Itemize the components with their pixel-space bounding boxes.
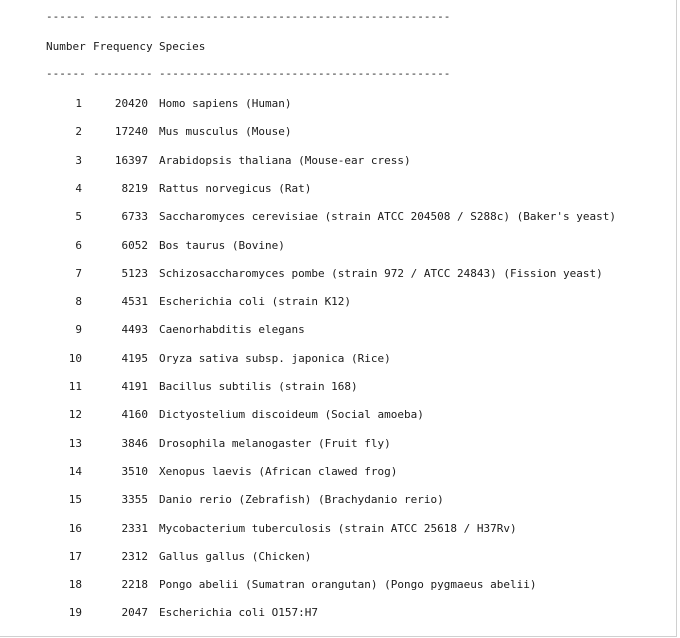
cell-number: 4 — [75, 182, 82, 195]
separator-number: ------ — [46, 67, 86, 80]
cell-number: 11 — [68, 380, 82, 393]
cell-number: 2 — [75, 125, 82, 138]
cell-species: Rattus norvegicus (Rat) — [159, 182, 312, 195]
cell-species: Mycobacterium tuberculosis (strain ATCC 25618 / H37Rv) — [159, 522, 517, 535]
cell-species: Bos taurus (Bovine) — [159, 239, 285, 252]
cell-frequency: 3510 — [121, 465, 148, 478]
cell-species: Schizosaccharomyces pombe (strain 972 / ATCC 24843) (Fission yeast) — [159, 267, 603, 280]
separator-number: ------ — [46, 10, 86, 23]
separator-species: -------------------------------------------- — [159, 10, 451, 23]
cell-species: Bacillus subtilis (strain 168) — [159, 380, 358, 393]
cell-frequency: 4531 — [121, 295, 148, 308]
cell-frequency: 2331 — [121, 522, 148, 535]
cell-frequency: 3355 — [121, 493, 148, 506]
cell-species: Arabidopsis thaliana (Mouse-ear cress) — [159, 154, 411, 167]
table-header — [0, 39, 206, 55]
cell-species: Homo sapiens (Human) — [159, 97, 292, 110]
cell-species: Gallus gallus (Chicken) — [159, 550, 312, 563]
cell-species: Caenorhabditis elegans — [159, 323, 305, 336]
cell-frequency: 16397 — [114, 154, 148, 167]
cell-number: 6 — [75, 239, 82, 252]
cell-species: Drosophila melanogaster (Fruit fly) — [159, 437, 391, 450]
cell-number: 15 — [68, 493, 82, 506]
cell-frequency: 2218 — [121, 578, 148, 591]
cell-number: 8 — [75, 295, 82, 308]
cell-frequency: 20420 — [114, 97, 148, 110]
cell-species: Escherichia coli (strain K12) — [159, 295, 352, 308]
cell-number: 5 — [75, 210, 82, 223]
cell-frequency: 8219 — [121, 182, 148, 195]
cell-frequency: 4493 — [121, 323, 148, 336]
cell-frequency: 4191 — [121, 380, 148, 393]
cell-number: 10 — [68, 352, 82, 365]
cell-species: Pongo abelii (Sumatran orangutan) (Pongo pygmaeus abelii) — [159, 578, 537, 591]
cell-species: Saccharomyces cerevisiae (strain ATCC 204508 / S288c) (Baker's yeast) — [159, 210, 616, 223]
separator-bottom — [0, 66, 451, 82]
separator-species: -------------------------------------------- — [159, 67, 451, 80]
cell-frequency: 17240 — [114, 125, 148, 138]
cell-number: 19 — [68, 606, 82, 619]
cell-frequency: 2312 — [121, 550, 148, 563]
cell-number: 12 — [68, 408, 82, 421]
cell-number: 17 — [68, 550, 82, 563]
cell-number: 13 — [68, 437, 82, 450]
cell-frequency: 5123 — [121, 267, 148, 280]
cell-frequency: 6733 — [121, 210, 148, 223]
cell-number: 9 — [75, 323, 82, 336]
separator-frequency: --------- — [93, 10, 153, 23]
cell-number: 16 — [68, 522, 82, 535]
cell-number: 1 — [75, 97, 82, 110]
cell-species: Dictyostelium discoideum (Social amoeba) — [159, 408, 424, 421]
cell-frequency: 2047 — [121, 606, 148, 619]
cell-number: 7 — [75, 267, 82, 280]
cell-number: 14 — [68, 465, 82, 478]
separator-frequency: --------- — [93, 67, 153, 80]
cell-species: Danio rerio (Zebrafish) (Brachydanio rerio) — [159, 493, 444, 506]
header-species: Species — [159, 40, 206, 53]
cell-species: Escherichia coli O157:H7 — [159, 606, 318, 619]
cell-number: 3 — [75, 154, 82, 167]
cell-frequency: 4195 — [121, 352, 148, 365]
cell-species: Oryza sativa subsp. japonica (Rice) — [159, 352, 391, 365]
separator-top — [0, 9, 451, 25]
cell-species: Xenopus laevis (African clawed frog) — [159, 465, 398, 478]
cell-number: 18 — [68, 578, 82, 591]
cell-frequency: 4160 — [121, 408, 148, 421]
header-frequency: Frequency — [93, 40, 153, 53]
header-number: Number — [46, 40, 86, 53]
cell-frequency: 3846 — [121, 437, 148, 450]
cell-species: Mus musculus (Mouse) — [159, 125, 292, 138]
cell-frequency: 6052 — [121, 239, 148, 252]
